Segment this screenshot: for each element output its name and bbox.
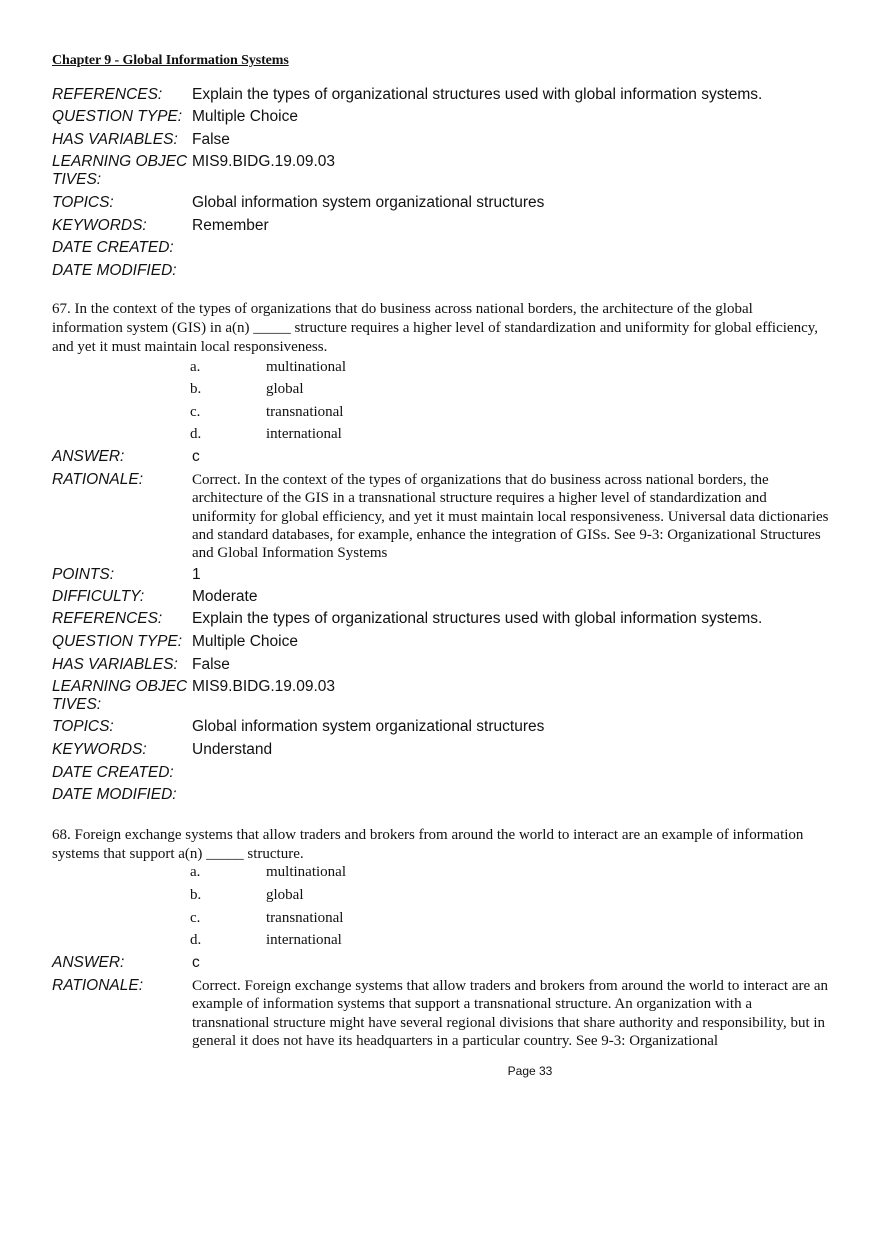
field-label: DATE CREATED: [52,764,174,781]
field-value: 1 [192,566,201,583]
question-68-text: 68. Foreign exchange systems that allow traders and brokers from around the world to interact are an example of information systems that support a(n) _____ structure. [52,827,804,862]
option-letter: d. [190,426,202,442]
option-a [190,863,490,883]
field-label: DIFFICULTY: [52,588,145,605]
field-value: Explain the types of organizational structures used with global information systems. [192,86,763,103]
option-text: global [266,887,304,903]
field-value: False [192,131,230,148]
option-text: multinational [266,864,346,880]
field-label: POINTS: [52,566,115,583]
answer-label: ANSWER: [52,448,125,465]
option-letter: b. [190,887,202,903]
option-d [190,931,490,951]
field-label: LEARNING OBJECTIVES: [52,678,188,713]
option-text: multinational [266,359,346,375]
option-d [190,425,490,445]
option-letter: c. [190,910,201,926]
option-letter: a. [190,359,201,375]
option-c [190,403,490,423]
rationale-label: RATIONALE: [52,471,144,488]
rationale-label: RATIONALE: [52,977,144,994]
field-value: False [192,656,230,673]
field-label: DATE MODIFIED: [52,262,177,279]
field-value: Multiple Choice [192,108,298,125]
field-label: DATE CREATED: [52,239,174,256]
field-label: REFERENCES: [52,86,163,103]
answer-value: c [192,448,200,465]
answer-label: ANSWER: [52,954,125,971]
field-value: Moderate [192,588,258,605]
field-value: Global information system organizational structures [192,194,545,211]
option-c [190,909,490,929]
field-value: Remember [192,217,269,234]
field-label: KEYWORDS: [52,741,147,758]
field-label: TOPICS: [52,194,114,211]
field-label: HAS VARIABLES: [52,131,178,148]
chapter-title: Chapter 9 - Global Information Systems [52,53,289,68]
answer-value: c [192,954,200,971]
field-label: LEARNING OBJECTIVES: [52,153,188,188]
field-label: TOPICS: [52,718,114,735]
field-value: Multiple Choice [192,633,298,650]
option-letter: b. [190,381,202,397]
rationale-text: Correct. Foreign exchange systems that allow traders and brokers from around the world to interact are an example of information systems that support a transnational structure. An organization with a transnational structure might have several regional divisions that share authority and responsibility, but in general it does not have its headquarters in a particular country. See 9-3: Organizational [192,978,829,1049]
field-value: Explain the types of organizational structures used with global information systems. [192,610,763,627]
option-text: transnational [266,404,344,420]
field-label: QUESTION TYPE: [52,633,183,650]
field-label: QUESTION TYPE: [52,108,183,125]
option-text: transnational [266,910,344,926]
field-value: MIS9.BIDG.19.09.03 [192,678,336,695]
option-b [190,886,490,906]
page-number: Page 33 [507,1064,553,1078]
option-text: international [266,932,342,948]
field-label: REFERENCES: [52,610,163,627]
option-b [190,380,490,400]
field-label: HAS VARIABLES: [52,656,178,673]
question-67-text: 67. In the context of the types of organizations that do business across national borders, the architecture of the global information system (GIS) in a(n) _____ structure requires a higher level of standardization and uniformity for global efficiency, and yet it must maintain local responsiveness. [52,301,819,355]
option-letter: a. [190,864,201,880]
option-letter: d. [190,932,202,948]
field-value: MIS9.BIDG.19.09.03 [192,153,336,170]
field-value: Understand [192,741,273,758]
option-a [190,358,490,378]
field-label: DATE MODIFIED: [52,786,177,803]
option-text: international [266,426,342,442]
option-letter: c. [190,404,201,420]
rationale-text: Correct. In the context of the types of organizations that do business across national borders, the architecture of the GIS in a transnational structure requires a higher level of standardization and uniformity for global efficiency, and yet it must maintain local responsiveness. Universal data dictionaries and standard databases, for example, enhance the integration of GISs. See 9-3: Organizational Structures and Global Information Systems [192,472,829,562]
field-value: Global information system organizational structures [192,718,545,735]
option-text: global [266,381,304,397]
field-label: KEYWORDS: [52,217,147,234]
